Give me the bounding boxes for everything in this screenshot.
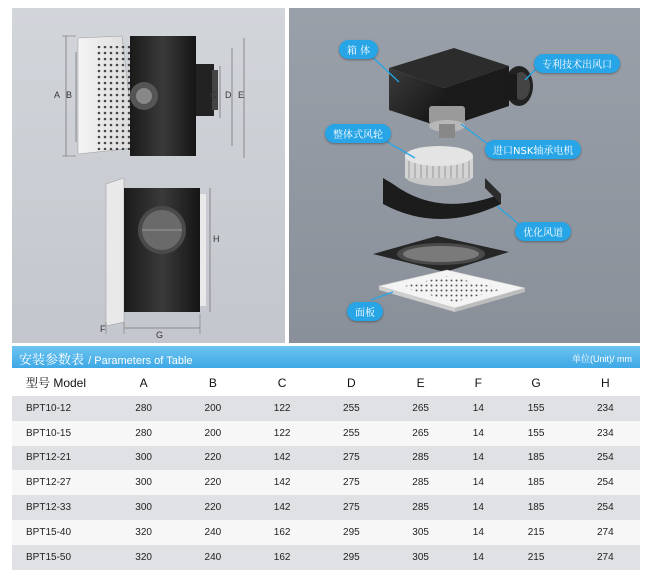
callout-fan-wheel: 整体式风轮 <box>325 124 391 143</box>
value-cell: 265 <box>386 396 455 421</box>
col-header: C <box>248 369 317 396</box>
value-cell: 275 <box>317 446 386 471</box>
value-cell: 305 <box>386 545 455 570</box>
value-cell: 255 <box>317 396 386 421</box>
value-cell: 14 <box>455 446 501 471</box>
col-header: F <box>455 369 501 396</box>
value-cell: 162 <box>248 520 317 545</box>
table-row <box>12 446 640 471</box>
value-cell: 122 <box>248 421 317 446</box>
value-cell: 295 <box>317 545 386 570</box>
col-header: B <box>178 369 247 396</box>
value-cell: 255 <box>317 421 386 446</box>
table-header-row <box>12 369 640 396</box>
model-cell: BPT10-15 <box>12 421 109 446</box>
dim-label-f: F <box>100 324 106 334</box>
value-cell: 185 <box>501 470 570 495</box>
col-header: G <box>501 369 570 396</box>
table-subtitle: / Parameters of Table <box>88 355 193 367</box>
value-cell: 254 <box>571 495 640 520</box>
col-header: A <box>109 369 178 396</box>
value-cell: 320 <box>109 520 178 545</box>
value-cell: 285 <box>386 446 455 471</box>
col-header: H <box>571 369 640 396</box>
value-cell: 14 <box>455 495 501 520</box>
callout-outlet: 专利技术出风口 <box>534 54 620 73</box>
model-cell: BPT15-40 <box>12 520 109 545</box>
col-header: 型号 Model <box>12 369 109 396</box>
value-cell: 234 <box>571 396 640 421</box>
value-cell: 142 <box>248 470 317 495</box>
value-cell: 300 <box>109 470 178 495</box>
dimension-drawing-panel <box>12 8 285 343</box>
value-cell: 275 <box>317 495 386 520</box>
value-cell: 220 <box>178 495 247 520</box>
value-cell: 265 <box>386 421 455 446</box>
dim-label-d: D <box>225 90 232 100</box>
value-cell: 280 <box>109 421 178 446</box>
table-title: 安装参数表 <box>19 353 85 368</box>
callout-panel: 面板 <box>347 302 383 321</box>
table-row <box>12 545 640 570</box>
table-header-bar <box>12 346 640 368</box>
value-cell: 185 <box>501 495 570 520</box>
value-cell: 275 <box>317 470 386 495</box>
exploded-view-panel <box>289 8 640 343</box>
value-cell: 14 <box>455 470 501 495</box>
value-cell: 285 <box>386 470 455 495</box>
model-cell: BPT12-27 <box>12 470 109 495</box>
value-cell: 220 <box>178 446 247 471</box>
table-row <box>12 495 640 520</box>
dim-label-g: G <box>156 330 164 340</box>
dim-label-c: C <box>210 90 217 100</box>
value-cell: 200 <box>178 396 247 421</box>
value-cell: 300 <box>109 446 178 471</box>
callout-housing: 箱 体 <box>339 40 378 59</box>
value-cell: 254 <box>571 446 640 471</box>
value-cell: 240 <box>178 520 247 545</box>
value-cell: 220 <box>178 470 247 495</box>
dim-label-b: B <box>66 90 73 100</box>
value-cell: 200 <box>178 421 247 446</box>
value-cell: 142 <box>248 446 317 471</box>
callout-motor: 进口NSK轴承电机 <box>485 140 581 159</box>
value-cell: 285 <box>386 495 455 520</box>
parameters-table <box>12 369 640 570</box>
value-cell: 300 <box>109 495 178 520</box>
table-row <box>12 470 640 495</box>
value-cell: 155 <box>501 421 570 446</box>
model-cell: BPT12-21 <box>12 446 109 471</box>
table-unit: 单位(Unit)/ mm <box>572 354 632 364</box>
value-cell: 234 <box>571 421 640 446</box>
value-cell: 215 <box>501 545 570 570</box>
value-cell: 14 <box>455 520 501 545</box>
value-cell: 274 <box>571 520 640 545</box>
value-cell: 162 <box>248 545 317 570</box>
dim-label-a: A <box>54 90 61 100</box>
value-cell: 240 <box>178 545 247 570</box>
dim-label-h: H <box>213 234 220 244</box>
col-header: D <box>317 369 386 396</box>
callout-duct: 优化风道 <box>515 222 571 241</box>
model-cell: BPT12-33 <box>12 495 109 520</box>
value-cell: 280 <box>109 396 178 421</box>
value-cell: 142 <box>248 495 317 520</box>
value-cell: 14 <box>455 545 501 570</box>
value-cell: 254 <box>571 470 640 495</box>
value-cell: 215 <box>501 520 570 545</box>
front-view-drawing <box>12 8 285 343</box>
table-row <box>12 421 640 446</box>
value-cell: 14 <box>455 396 501 421</box>
table-row <box>12 396 640 421</box>
value-cell: 274 <box>571 545 640 570</box>
value-cell: 122 <box>248 396 317 421</box>
table-body <box>12 396 640 570</box>
model-cell: BPT10-12 <box>12 396 109 421</box>
value-cell: 14 <box>455 421 501 446</box>
table-title-group <box>19 349 193 368</box>
table-row <box>12 520 640 545</box>
value-cell: 295 <box>317 520 386 545</box>
col-header: E <box>386 369 455 396</box>
value-cell: 320 <box>109 545 178 570</box>
dim-label-e: E <box>238 90 245 100</box>
value-cell: 155 <box>501 396 570 421</box>
model-cell: BPT15-50 <box>12 545 109 570</box>
value-cell: 305 <box>386 520 455 545</box>
value-cell: 185 <box>501 446 570 471</box>
